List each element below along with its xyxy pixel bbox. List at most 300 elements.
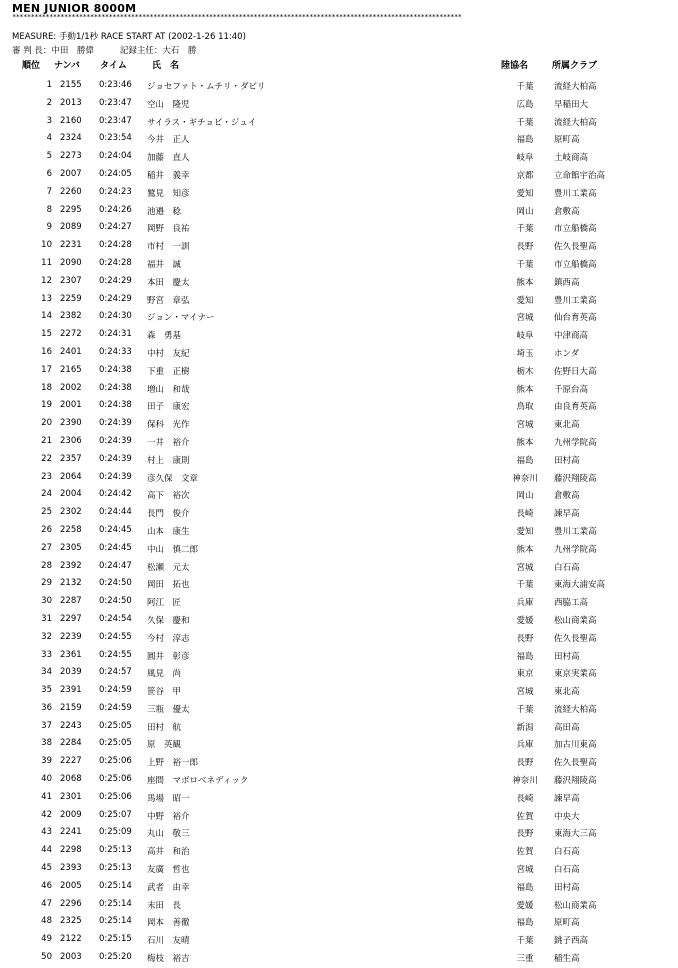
result-prefecture: 埼玉: [516, 348, 534, 359]
result-prefecture: 熊本: [516, 544, 534, 555]
result-club: 由良育英高: [554, 402, 597, 413]
table-row: [0, 879, 678, 897]
result-number: 2302: [60, 507, 82, 518]
result-club: 倉敷高: [554, 206, 580, 217]
result-rank: 47: [41, 898, 52, 909]
result-number: 2241: [60, 827, 82, 838]
result-rank: 28: [41, 560, 52, 571]
result-rank: 19: [41, 400, 52, 411]
result-prefecture: 新潟: [516, 722, 534, 733]
result-name: 今井 正人: [147, 135, 190, 146]
result-name: 上野 裕一郎: [147, 758, 199, 769]
result-number: 2287: [60, 596, 82, 607]
result-club: 藤沢翔陵高: [554, 473, 597, 484]
result-prefecture: 千葉: [516, 936, 534, 947]
result-number: 2391: [60, 685, 82, 696]
result-prefecture: 愛知: [516, 526, 534, 537]
result-name: 久保 慶和: [147, 615, 190, 626]
result-time: 0:25:13: [99, 845, 132, 856]
result-rank: 1: [46, 80, 52, 90]
result-rank: 43: [41, 827, 52, 838]
result-name: 中山 慎二郎: [147, 544, 199, 555]
result-name: 池邉 稔: [147, 206, 182, 217]
result-time: 0:24:39: [99, 435, 132, 446]
result-time: 0:24:28: [99, 240, 132, 251]
result-rank: 37: [41, 720, 52, 731]
result-number: 2003: [60, 952, 82, 963]
result-rank: 14: [41, 311, 52, 322]
result-number: 2298: [60, 845, 82, 856]
result-club: 豊川工業高: [554, 188, 597, 199]
result-number: 2284: [60, 738, 82, 749]
result-prefecture: 千葉: [516, 82, 534, 92]
result-club: 白石高: [554, 865, 580, 876]
result-time: 0:25:06: [99, 756, 132, 767]
table-row: [0, 932, 678, 950]
result-name: サイラス・ギチョビ・ジュイ: [147, 117, 257, 128]
result-name: 原 英観: [147, 740, 182, 751]
result-number: 2239: [60, 631, 82, 642]
result-time: 0:24:27: [99, 222, 132, 233]
result-club: 豊川工業高: [554, 526, 597, 537]
result-club: 仙台育英高: [554, 313, 597, 324]
result-club: 銚子西高: [554, 936, 589, 947]
table-row: [0, 505, 678, 523]
result-club: 東北高: [554, 687, 580, 698]
header-name: 氏 名: [152, 61, 180, 71]
table-row: [0, 256, 678, 274]
result-time: 0:25:14: [99, 898, 132, 909]
result-rank: 29: [41, 578, 52, 589]
result-time: 0:24:57: [99, 667, 132, 678]
result-time: 0:23:47: [99, 97, 132, 108]
result-number: 2295: [60, 204, 82, 215]
result-rank: 11: [41, 257, 52, 268]
result-club: 土岐商高: [554, 153, 589, 164]
header-rank: 順位: [22, 61, 41, 71]
result-prefecture: 兵庫: [516, 740, 534, 751]
result-number: 2259: [60, 293, 82, 304]
result-prefecture: 岡山: [516, 491, 534, 502]
result-time: 0:24:38: [99, 364, 132, 375]
table-row: [0, 203, 678, 221]
result-prefecture: 宮城: [516, 865, 534, 876]
result-time: 0:23:46: [99, 80, 132, 90]
result-time: 0:24:30: [99, 311, 132, 322]
result-prefecture: 岐阜: [516, 153, 534, 164]
result-prefecture: 広島: [516, 99, 534, 110]
table-row: [0, 576, 678, 594]
result-number: 2297: [60, 613, 82, 624]
result-name: 保科 光作: [147, 420, 190, 431]
result-number: 2260: [60, 186, 82, 197]
asterisk-rule: *************************************************************************************************************************: [12, 13, 462, 21]
result-time: 0:24:50: [99, 596, 132, 607]
result-name: 高下 裕次: [147, 491, 190, 502]
table-row: [0, 914, 678, 932]
result-prefecture: 愛知: [516, 188, 534, 199]
result-prefecture: 福島: [516, 651, 534, 662]
result-prefecture: 岡山: [516, 206, 534, 217]
table-row: [0, 381, 678, 399]
result-rank: 13: [41, 293, 52, 304]
table-row: [0, 559, 678, 577]
table-row: [0, 470, 678, 488]
result-rank: 50: [41, 952, 52, 963]
result-time: 0:24:31: [99, 329, 132, 340]
result-time: 0:24:47: [99, 560, 132, 571]
result-rank: 15: [41, 329, 52, 340]
header-club: 所属クラブ: [552, 61, 598, 71]
result-prefecture: 千葉: [516, 117, 534, 128]
result-club: 西脇工高: [554, 598, 589, 609]
result-name: 梅枝 裕吉: [147, 954, 190, 965]
result-club: 白石高: [554, 847, 580, 858]
result-name: 今村 淳志: [147, 633, 190, 644]
table-row: [0, 292, 678, 310]
result-number: 2122: [60, 934, 82, 945]
result-club: 千原台高: [554, 384, 589, 395]
result-name: 友廣 哲也: [147, 865, 190, 876]
table-row: [0, 541, 678, 559]
result-club: 市立船橋高: [554, 259, 597, 270]
result-time: 0:25:06: [99, 791, 132, 802]
table-row: [0, 630, 678, 648]
table-row: [0, 274, 678, 292]
table-row: [0, 78, 678, 96]
result-prefecture: 長崎: [516, 509, 534, 520]
table-row: [0, 719, 678, 737]
result-rank: 39: [41, 756, 52, 767]
table-row: [0, 167, 678, 185]
result-prefecture: 千葉: [516, 224, 534, 235]
result-prefecture: 長野: [516, 829, 534, 840]
result-prefecture: 京都: [516, 170, 534, 181]
result-prefecture: 神奈川: [512, 776, 538, 787]
result-number: 2013: [60, 97, 82, 108]
result-rank: 40: [41, 774, 52, 785]
result-number: 2165: [60, 364, 82, 375]
result-name: 福井 誠: [147, 259, 182, 270]
result-prefecture: 兵庫: [516, 598, 534, 609]
result-name: 阿江 匠: [147, 598, 182, 609]
result-club: 原町高: [554, 135, 580, 146]
result-prefecture: 宮城: [516, 313, 534, 324]
result-club: 白石高: [554, 562, 580, 573]
result-number: 2325: [60, 916, 82, 927]
result-number: 2039: [60, 667, 82, 678]
result-number: 2005: [60, 880, 82, 891]
table-row: [0, 897, 678, 915]
result-name: 末田 長: [147, 900, 182, 911]
result-prefecture: 佐賀: [516, 847, 534, 858]
result-time: 0:25:05: [99, 720, 132, 731]
result-rank: 10: [41, 240, 52, 251]
table-row: [0, 416, 678, 434]
result-club: 松山商業高: [554, 900, 597, 911]
result-rank: 48: [41, 916, 52, 927]
table-row: [0, 523, 678, 541]
result-time: 0:25:14: [99, 916, 132, 927]
result-time: 0:23:54: [99, 133, 132, 144]
result-rank: 30: [41, 596, 52, 607]
result-name: 岡本 善徹: [147, 918, 190, 929]
result-rank: 3: [46, 115, 52, 126]
result-number: 2132: [60, 578, 82, 589]
result-number: 2305: [60, 542, 82, 553]
result-name: 森 勇基: [147, 331, 182, 342]
result-prefecture: 愛知: [516, 295, 534, 306]
table-row: [0, 701, 678, 719]
result-rank: 27: [41, 542, 52, 553]
result-time: 0:24:38: [99, 382, 132, 393]
result-club: 松山商業高: [554, 615, 597, 626]
result-prefecture: 栃木: [516, 366, 534, 377]
result-club: 高田高: [554, 722, 580, 733]
result-number: 2301: [60, 791, 82, 802]
result-number: 2155: [60, 80, 82, 90]
result-number: 2002: [60, 382, 82, 393]
header-time: タイム: [100, 61, 127, 71]
result-time: 0:24:28: [99, 257, 132, 268]
result-club: 九州学院高: [554, 544, 597, 555]
result-time: 0:24:59: [99, 685, 132, 696]
table-row: [0, 149, 678, 167]
result-time: 0:25:06: [99, 774, 132, 785]
result-prefecture: 東京: [516, 669, 534, 680]
table-row: [0, 665, 678, 683]
result-rank: 26: [41, 524, 52, 535]
result-number: 2001: [60, 400, 82, 411]
result-club: 佐久長聖高: [554, 242, 597, 253]
result-number: 2357: [60, 453, 82, 464]
result-time: 0:24:39: [99, 471, 132, 482]
result-rank: 20: [41, 418, 52, 429]
result-prefecture: 神奈川: [512, 473, 538, 484]
result-time: 0:25:07: [99, 809, 132, 820]
result-name: 市村 一訓: [147, 242, 190, 253]
result-number: 2273: [60, 151, 82, 162]
table-row: [0, 754, 678, 772]
result-number: 2393: [60, 863, 82, 874]
result-rank: 45: [41, 863, 52, 874]
result-club: 九州学院高: [554, 437, 597, 448]
result-club: 原町高: [554, 918, 580, 929]
table-row: [0, 772, 678, 790]
result-name: 鷲見 知彦: [147, 188, 190, 199]
result-name: 座間 マボロベネディック: [147, 776, 249, 787]
result-rank: 23: [41, 471, 52, 482]
result-name: 中村 友紀: [147, 348, 190, 359]
result-time: 0:24:39: [99, 418, 132, 429]
table-row: [0, 363, 678, 381]
result-prefecture: 愛媛: [516, 615, 534, 626]
result-number: 2009: [60, 809, 82, 820]
result-number: 2390: [60, 418, 82, 429]
result-club: 諫早高: [554, 509, 580, 520]
result-rank: 25: [41, 507, 52, 518]
result-name: 彦久保 文章: [147, 473, 199, 484]
result-rank: 49: [41, 934, 52, 945]
result-number: 2007: [60, 168, 82, 179]
table-row: [0, 790, 678, 808]
result-time: 0:24:44: [99, 507, 132, 518]
result-number: 2159: [60, 702, 82, 713]
result-club: 佐久長聖高: [554, 633, 597, 644]
result-number: 2004: [60, 489, 82, 500]
result-number: 2227: [60, 756, 82, 767]
measure-line: MEASURE: 手動1/1秒 RACE START AT (2002-1-26 11:40): [12, 32, 246, 42]
result-prefecture: 千葉: [516, 259, 534, 270]
result-rank: 16: [41, 346, 52, 357]
result-name: 村上 康則: [147, 455, 190, 466]
result-number: 2160: [60, 115, 82, 126]
result-name: 三瓶 優太: [147, 704, 190, 715]
result-prefecture: 福島: [516, 918, 534, 929]
result-club: 東海大三高: [554, 829, 597, 840]
result-time: 0:24:45: [99, 542, 132, 553]
result-prefecture: 千葉: [516, 704, 534, 715]
result-number: 2089: [60, 222, 82, 233]
result-rank: 42: [41, 809, 52, 820]
result-club: 田村高: [554, 651, 580, 662]
result-prefecture: 佐賀: [516, 811, 534, 822]
officials-line: [12, 44, 196, 56]
result-club: 豊川工業高: [554, 295, 597, 306]
result-rank: 22: [41, 453, 52, 464]
result-number: 2307: [60, 275, 82, 286]
result-number: 2382: [60, 311, 82, 322]
table-row: [0, 220, 678, 238]
result-rank: 24: [41, 489, 52, 500]
result-prefecture: 宮城: [516, 562, 534, 573]
result-rank: 38: [41, 738, 52, 749]
table-row: [0, 843, 678, 861]
result-club: 佐久長聖高: [554, 758, 597, 769]
table-row: [0, 345, 678, 363]
result-time: 0:24:45: [99, 524, 132, 535]
result-name: 稲井 義幸: [147, 170, 190, 181]
result-time: 0:25:09: [99, 827, 132, 838]
table-row: [0, 434, 678, 452]
result-rank: 9: [46, 222, 52, 233]
result-club: 佐野日大高: [554, 366, 597, 377]
table-row: [0, 309, 678, 327]
result-club: 諫早高: [554, 793, 580, 804]
result-time: 0:24:29: [99, 293, 132, 304]
result-prefecture: 福島: [516, 135, 534, 146]
header-prefecture: 陸協名: [501, 61, 529, 71]
table-row: [0, 648, 678, 666]
result-time: 0:24:29: [99, 275, 132, 286]
result-prefecture: 長野: [516, 758, 534, 769]
result-name: 松瀬 元太: [147, 562, 190, 573]
result-time: 0:24:33: [99, 346, 132, 357]
result-number: 2361: [60, 649, 82, 660]
result-club: 倉敷高: [554, 491, 580, 502]
result-name: 丸山 敬三: [147, 829, 190, 840]
result-rank: 36: [41, 702, 52, 713]
table-row: [0, 861, 678, 879]
result-name: 馬場 昭一: [147, 793, 190, 804]
result-rank: 6: [46, 168, 52, 179]
result-rank: 7: [46, 186, 52, 197]
result-prefecture: 宮城: [516, 687, 534, 698]
result-club: 流経大柏高: [554, 117, 597, 128]
result-rank: 4: [46, 133, 52, 144]
table-row: [0, 452, 678, 470]
result-rank: 12: [41, 275, 52, 286]
result-time: 0:25:20: [99, 952, 132, 963]
result-rank: 18: [41, 382, 52, 393]
table-row: [0, 131, 678, 149]
table-row: [0, 825, 678, 843]
header-number: ナンバ: [54, 61, 80, 71]
result-number: 2392: [60, 560, 82, 571]
result-number: 2090: [60, 257, 82, 268]
result-time: 0:24:55: [99, 649, 132, 660]
result-name: 一井 裕介: [147, 437, 190, 448]
result-rank: 31: [41, 613, 52, 624]
result-prefecture: 熊本: [516, 277, 534, 288]
result-prefecture: 福島: [516, 455, 534, 466]
result-number: 2272: [60, 329, 82, 340]
result-number: 2243: [60, 720, 82, 731]
table-row: [0, 612, 678, 630]
table-row: [0, 950, 678, 968]
result-time: 0:24:54: [99, 613, 132, 624]
result-time: 0:24:26: [99, 204, 132, 215]
result-name: 下重 正樹: [147, 366, 190, 377]
result-name: 野宮 章弘: [147, 295, 190, 306]
result-number: 2401: [60, 346, 82, 357]
result-number: 2231: [60, 240, 82, 251]
table-row: [0, 96, 678, 114]
result-time: 0:24:59: [99, 702, 132, 713]
result-time: 0:25:14: [99, 880, 132, 891]
result-time: 0:24:39: [99, 453, 132, 464]
result-club: 稲生高: [554, 954, 580, 965]
result-rank: 17: [41, 364, 52, 375]
result-time: 0:24:55: [99, 631, 132, 642]
result-club: 中央大: [554, 811, 580, 822]
result-number: 2296: [60, 898, 82, 909]
result-club: ホンダ: [554, 348, 580, 359]
result-prefecture: 長野: [516, 633, 534, 644]
result-club: 藤沢翔陵高: [554, 776, 597, 787]
table-row: [0, 327, 678, 345]
result-rank: 35: [41, 685, 52, 696]
result-name: 中野 裕介: [147, 811, 190, 822]
table-row: [0, 487, 678, 505]
result-rank: 5: [46, 151, 52, 162]
result-club: 東海大浦安高: [554, 580, 606, 591]
result-name: 本田 慶太: [147, 277, 190, 288]
table-row: [0, 594, 678, 612]
result-club: 立命館宇治高: [554, 170, 606, 181]
result-time: 0:24:04: [99, 151, 132, 162]
result-club: 東京実業高: [554, 669, 597, 680]
table-row: [0, 736, 678, 754]
result-name: ジョセファト・ムチリ・ダビリ: [147, 82, 266, 92]
table-row: [0, 185, 678, 203]
referee-label: 審 判 長：中田 勝偉: [12, 46, 94, 56]
result-prefecture: 熊本: [516, 437, 534, 448]
table-row: [0, 114, 678, 132]
result-number: 2258: [60, 524, 82, 535]
result-time: 0:23:47: [99, 115, 132, 126]
result-time: 0:25:13: [99, 863, 132, 874]
